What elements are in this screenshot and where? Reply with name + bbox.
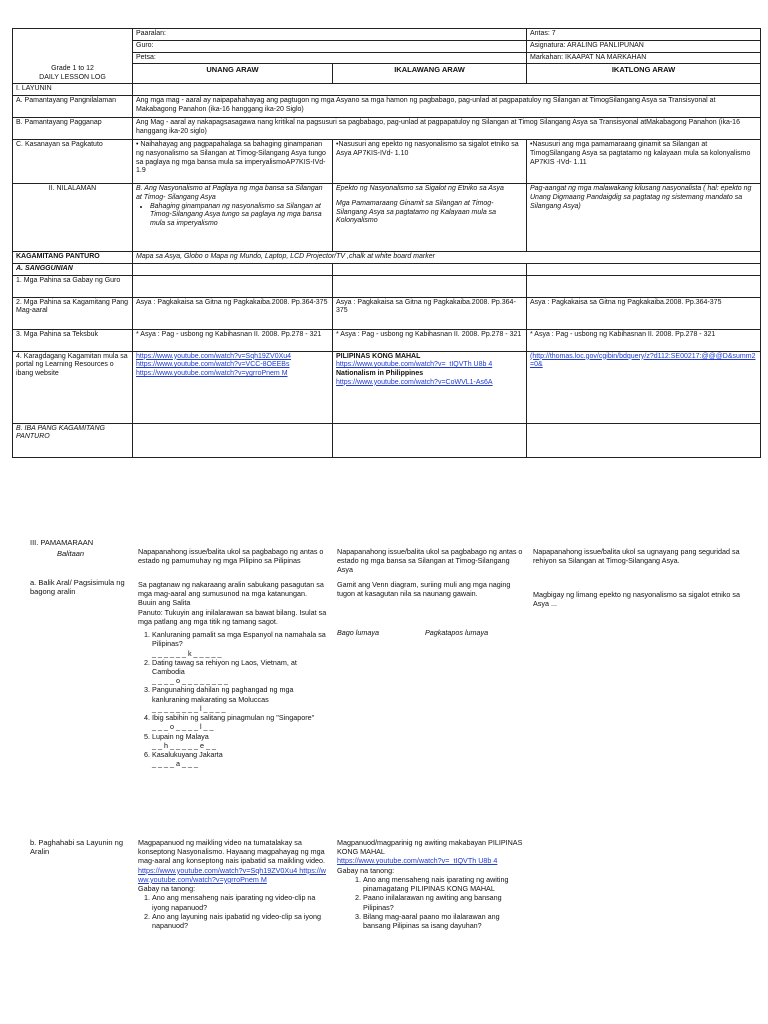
quiz-question: Pangunahing dahilan ng paghangad ng mga kanluraning makarating sa Moluccas (152, 685, 294, 704)
empty-cell (333, 275, 527, 297)
log-title: DAILY LESSON LOG (39, 73, 106, 81)
day1-balitaan: Napapanahong issue/balita ukol sa pagbabago ng antas o estado ng pamumuhay ng mga Pilipino sa Pilipinas (138, 547, 324, 566)
quiz-item (152, 685, 330, 713)
empty-cell (527, 423, 761, 457)
markahan-label: Markahan: IKAAPAT NA MARKAHAN (527, 52, 761, 64)
lesson-log-table (12, 28, 761, 458)
iba-pang-label: B. IBA PANG KAGAMITANG PANTURO (13, 423, 133, 457)
r2-day3: Asya : Pagkakaisa sa Gitna ng Pagkakaiba.2008. Pp.364-375 (527, 297, 761, 329)
day2-bago-lumaya: Bago lumaya (337, 628, 379, 637)
r2-day1: Asya : Pagkakaisa sa Gitna ng Pagkakaiba.2008. Pp.364-375 (133, 297, 333, 329)
balitaan-label: Balitaan (57, 549, 85, 558)
empty-cell (133, 423, 333, 457)
balik-aral-label: a. Balik Aral/ Pagsisimula ng bagong aralin (30, 578, 125, 597)
pamamaraan-heading: III. PAMAMARAAN (30, 538, 94, 547)
r4-day1-link-3[interactable]: https://www.youtube.com/watch?v=ygrroPnem M (136, 370, 288, 377)
day2-b-question: 2. Paano inilalarawan ng awiting ang bansang Pilipinas? (363, 893, 525, 911)
day2-b-link[interactable]: https://www.youtube.com/watch?v=_tIQVTh U8b 4 (337, 856, 498, 866)
day1-balik-aral (138, 580, 330, 768)
quiz-item (152, 630, 330, 658)
r3-label: 3. Mga Pahina sa Teksbuk (13, 329, 133, 351)
day2-pagkatapos-lumaya: Pagkatapos lumaya (425, 628, 489, 637)
r4-day1-link-1[interactable]: https://www.youtube.com/watch?v=Sqh19ZV0Xu4 (136, 352, 292, 360)
day1-b-text: Magpapanuod ng maikling video na tumatalakay sa konseptong Nasyonalismo. Hayaang magpahayag ng mga mag-aaral ang konseptong nais ipabatid sa maikling video. (138, 838, 325, 866)
r4-day2-link-2[interactable]: https://www.youtube.com/watch?v=CoWVL1-As6A (336, 378, 493, 386)
day1-header: UNANG ARAW (133, 64, 333, 84)
r4-day1-link-2[interactable]: https://www.youtube.com/watch?v=VCC-8OEEBs (136, 361, 290, 369)
empty-cell (333, 263, 527, 275)
empty-cell (333, 423, 527, 457)
ii-day2-a: Epekto ng Nasyonalismo sa Sigalot ng Etniko sa Asya (336, 185, 504, 192)
day3-balik-aral: Magbigay ng limang epekto ng nasyonalismo sa sigalot etniko sa Asya ... (533, 590, 740, 609)
quiz-question: Dating tawag sa rehiyon ng Laos, Vietnam, at Cambodia (152, 657, 297, 676)
day2-balitaan: Napapanahong issue/balita ukol sa pagbabago ng antas o estado ng mga bansa sa Silangan at Timog-Silangang Asya (337, 547, 523, 575)
log-header-cell (13, 29, 133, 64)
quiz-question: Ibig sabihin ng salitang pinagmulan ng "Singapore" (152, 713, 315, 723)
day1-b-links[interactable]: https://www.youtube.com/watch?v=Sqh19ZV0Xu4 https://www.youtube.com/watch?v=ygrroPnem M (138, 865, 326, 884)
quiz-blank: _ _ _ o _ _ _ _ l _ _ (152, 722, 214, 732)
day1-panuto: Panuto: Tukuyin ang inilalarawan sa bawat bilang. Isulat sa mga patlang ang mga titik ng tamang sagot. (138, 607, 327, 626)
empty-cell (133, 275, 333, 297)
c-day3: •Nasusuri ang mga pamamaraang ginamit sa Silangan at TimogSilangang Asya sa pagtatamo ng kalayaan mula sa kolonyalismo AP7KIS -IVd- 1.11 (527, 140, 761, 184)
paaralan-label: Paaralan: (133, 29, 527, 41)
r4-day2-title: PILIPINAS KONG MAHAL (336, 352, 421, 360)
day1-buuin: Buuin ang Salita (138, 598, 191, 608)
quiz-item (152, 658, 330, 686)
b-label: B. Pamantayang Pagganap (13, 118, 133, 140)
day3-header: IKATLONG ARAW (527, 64, 761, 84)
r4-day3-link[interactable]: (http://thomas.loc.gov/cgibin/bdquery/z?d112:SE00217:@@@D&summ2=0& (530, 352, 756, 369)
day3-balitaan: Napapanahong issue/balita ukol sa ugnayang pang seguridad sa rehiyon sa Silangan at Timog-Silangang Asya. (533, 547, 740, 566)
quiz-blank: _ _ _ _ _ _ k _ _ _ _ _ (152, 648, 222, 658)
kagamitan-text: Mapa sa Asya, Globo o Mapa ng Mundo, Laptop, LCD Projector/TV ,chalk at white board marker (133, 252, 761, 264)
day1-paghahabi (138, 838, 330, 930)
a-label: A. Pamantayang Pangnilalaman (13, 96, 133, 118)
layunin-empty (133, 84, 761, 96)
r2-day2: Asya : Pagkakaisa sa Gitna ng Pagkakaiba.2008. Pp.364-375 (333, 297, 527, 329)
r1-label: 1. Mga Pahina sa Gabay ng Guro (13, 275, 133, 297)
c-day2: •Nasusuri ang epekto ng nasyonalismo sa sigalot etniko sa Asya AP7KIS-IVd- 1.10 (333, 140, 527, 184)
ii-day1-bullet: • Bahaging ginampanan ng nasyonalismo sa Silangan at Timog-Silangang Asya tungo sa paglaya ng mga bansa mula sa imperyalismo (150, 203, 329, 229)
layunin-heading: I. LAYUNIN (13, 84, 133, 96)
empty-cell (527, 275, 761, 297)
nilalaman-label: II. NILALAMAN (13, 184, 133, 252)
quiz-blank: _ _ h _ _ _ _ _ e _ _ (152, 740, 216, 750)
day1-b-gabay: Gabay na tanong: (138, 884, 196, 894)
r4-day2-link-1[interactable]: https://www.youtube.com/watch?v=_tIQVTh U8b 4 (336, 361, 493, 369)
ii-day2-b: Mga Pamamaraang Ginamit sa Silangan at Timog-Silangang Asya sa pagtatamo ng Kalayaan mula sa Kolonyalismo (336, 199, 497, 225)
sanggunian-label: A. SANGGUNIAN (13, 263, 133, 275)
quiz-item (152, 713, 330, 731)
ii-day1-main: B. Ang Nasyonalismo at Paglaya ng mga bansa sa Silangan at Timog- Silangang Asya (136, 185, 323, 201)
r4-day2-title2: Nationalism in Philippines (336, 370, 424, 377)
petsa-label: Petsa: (133, 52, 527, 64)
r4-day3 (527, 351, 761, 423)
ii-day2 (333, 184, 527, 252)
empty-cell (527, 263, 761, 275)
r4-day2 (333, 351, 527, 423)
r4-day1 (133, 351, 333, 423)
quiz-blank: _ _ _ _ o _ _ _ _ _ _ _ _ (152, 676, 228, 686)
ii-day1 (133, 184, 333, 252)
day2-b-question: 3. Bilang mag-aaral paano mo ilalarawan ang bansang Pilipinas sa isang dayuhan? (363, 912, 525, 930)
quiz-item (152, 732, 330, 750)
day2-b-question: 1. Ano ang mensaheng nais iparating ng awiting pinamagatang PILIPINAS KONG MAHAL (363, 875, 525, 893)
r2-label: 2. Mga Pahina sa Kagamitang Pang Mag-aaral (13, 297, 133, 329)
day2-balik-aral: Gamit ang Venn diagram, suriing muli ang mga naging tugon at kasagutan nila sa naunang gawain. (337, 580, 511, 599)
day1-intro: Sa pagtanaw ng nakaraang aralin sabukang pasagutan sa mga mag-aaral ang sumusunod na mga katanungan. (138, 580, 324, 599)
day1-b-question: 1. Ano ang mensaheng nais iparating ng video-clip na iyong napanuod? (152, 893, 330, 911)
quiz-question: Lupain ng Malaya (152, 731, 209, 741)
quiz-question: Kasalukuyang Jakarta (152, 749, 223, 759)
grade-cell (13, 64, 133, 84)
day1-b-question: 2. Ano ang layuning nais ipabatid ng video-clip sa iyong napanuod? (152, 912, 330, 930)
empty-cell (133, 263, 333, 275)
b-text: Ang Mag - aaral ay nakapagsasagawa nang kritikal na pagsusuri sa pagbabago, pag-unlad at pagpapatuloy ng Silangan at Timog Silangang Asya sa Transisyonal atMakabagong Panahon (ika-16 hanggang ika-20 siglo) (133, 118, 761, 140)
ii-day3: Pag-aangat ng mga malawakang kilusang nasyonalista ( hal: epekto ng Unang Digmaang Pandaigdig sa pagtatag ng sistemang mandato sa Silangang Asya) (527, 184, 761, 252)
quiz-question: Kanluraning pamalit sa mga Espanyol na namahala sa Pilipinas? (152, 630, 326, 649)
grade-label: Grade 1 to 12 (51, 64, 94, 72)
quiz-blank: _ _ _ _ _ _ _ _ l _ _ _ _ (152, 703, 226, 713)
r3-day3: * Asya : Pag - usbong ng Kabihasnan II. 2008. Pp.278 - 321 (527, 329, 761, 351)
c-day1: • Naihahayag ang pagpapahalaga sa bahaging ginampanan ng nasyonalismo sa Silangan at Timog-Silangang Asya tungo sa paglaya ng mga bansa mula sa imperyalismoAP7KIS-IVd- 1.9 (133, 140, 333, 184)
kagamitan-label: KAGAMITANG PANTURO (13, 252, 133, 264)
r3-day1: * Asya : Pag - usbong ng Kabihasnan II. 2008. Pp.278 - 321 (133, 329, 333, 351)
r3-day2: * Asya : Pag - usbong ng Kabihasnan II. 2008. Pp.278 - 321 (333, 329, 527, 351)
paghahabi-label: b. Paghahabi sa Layunin ng Aralin (30, 838, 123, 857)
antas-label: Antas: 7 (527, 29, 761, 41)
quiz-blank: _ _ _ _ a _ _ _ (152, 759, 198, 769)
guro-label: Guro: (133, 40, 527, 52)
day2-paghahabi (337, 838, 525, 930)
asignatura-label: Asignatura: ARALING PANLIPUNAN (527, 40, 761, 52)
r4-label: 4. Karagdagang Kagamitan mula sa portal ng Learning Resources o ibang website (13, 351, 133, 423)
day2-b-text: Magpanuod/magparinig ng awiting makabayan PILIPINAS KONG MAHAL (337, 838, 523, 857)
a-text: Ang mga mag - aaral ay naipapahahayag ang pagtugon ng mga Asyano sa mga hamon ng pagbabago, pag-unlad at pagpapatuloy ng Silangan at TimogSilangang Asya sa Transisyonal at Makabagong Panahon (ika-16 hanggang ika-20 Siglo) (133, 96, 761, 118)
quiz-item (152, 750, 330, 768)
day2-header: IKALAWANG ARAW (333, 64, 527, 84)
day2-b-gabay: Gabay na tanong: (337, 865, 395, 875)
c-label: C. Kasanayan sa Pagkatuto (13, 140, 133, 184)
